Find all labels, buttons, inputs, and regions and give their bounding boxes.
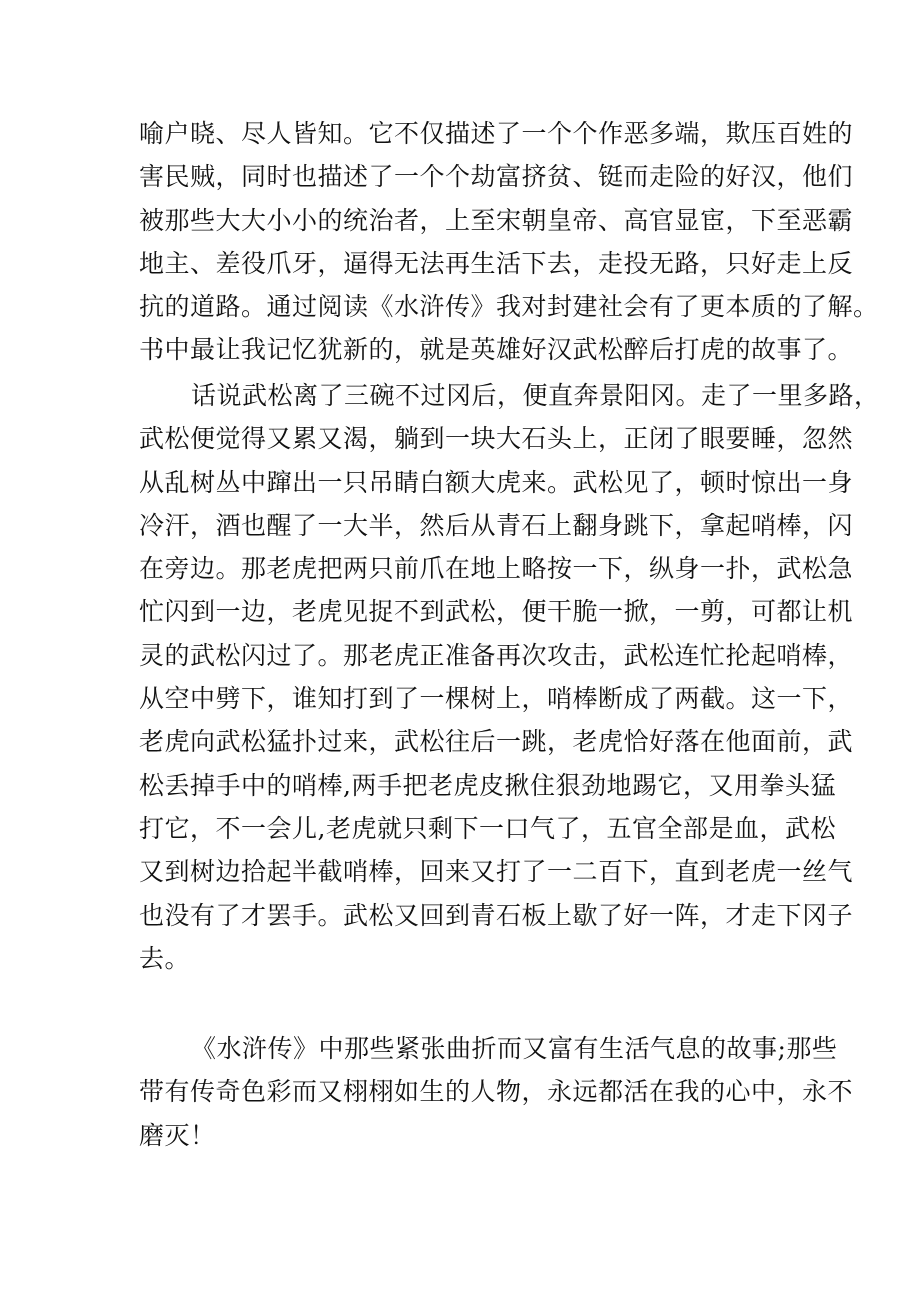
text-line: 灵的武松闪过了。那老虎正准备再次攻击，武松连忙抡起哨棒， [139,640,854,670]
text-line: 打它，不一会儿,老虎就只剩下一口气了，五官全部是血，武松 [139,813,836,843]
text-line: 去。 [139,943,191,973]
text-line: 害民贼，同时也描述了一个个劫富挤贫、铤而走险的好汉，他们 [139,162,854,192]
text-line: 《水浒传》中那些紧张曲折而又富有生活气息的故事;那些 [191,1034,838,1063]
text-line: 又到树边拾起半截哨棒，回来又打了一二百下，直到老虎一丝气 [139,857,854,887]
text-line: 从乱树丛中蹿出一只吊睛白额大虎来。武松见了，顿时惊出一身 [139,467,854,497]
text-line: 冷汗，酒也醒了一大半，然后从青石上翻身跳下，拿起哨棒，闪 [139,510,854,540]
text-line: 磨灭！ [139,1120,216,1150]
paragraph-tiger-story [139,374,880,980]
text-line: 松丢掉手中的哨棒,两手把老虎皮揪住狠劲地踢它，又用拳头猛 [139,770,836,800]
text-line: 书中最让我记忆犹新的，就是英雄好汉武松醉后打虎的故事了。 [139,335,854,365]
paragraph-conclusion [139,1027,854,1157]
paragraph-intro [139,112,879,372]
text-line: 喻户晓、尽人皆知。它不仅描述了一个个作恶多端，欺压百姓的 [139,119,854,148]
text-line: 带有传奇色彩而又栩栩如生的人物，永远都活在我的心中，永不 [139,1077,854,1107]
text-line: 老虎向武松猛扑过来，武松往后一跳，老虎恰好落在他面前，武 [139,727,854,757]
text-line: 忙闪到一边，老虎见捉不到武松，便干脆一掀，一剪，可都让机 [139,597,854,627]
text-line: 也没有了才罢手。武松又回到青石板上歇了好一阵，才走下冈子 [139,900,854,930]
text-line: 话说武松离了三碗不过冈后，便直奔景阳冈。走了一里多路， [191,381,880,410]
text-line: 在旁边。那老虎把两只前爪在地上略按一下，纵身一扑，武松急 [139,554,854,584]
text-line: 地主、差役爪牙，逼得无法再生活下去，走投无路，只好走上反 [139,248,854,278]
text-line: 武松便觉得又累又渴，躺到一块大石头上，正闭了眼要睡，忽然 [139,424,854,454]
text-line: 从空中劈下，谁知打到了一棵树上，哨棒断成了两截。这一下， [139,684,854,714]
text-line: 被那些大大小小的统治者，上至宋朝皇帝、高官显宦，下至恶霸 [139,205,854,235]
text-line: 抗的道路。通过阅读《水浒传》我对封建社会有了更本质的了解。 [139,292,879,322]
